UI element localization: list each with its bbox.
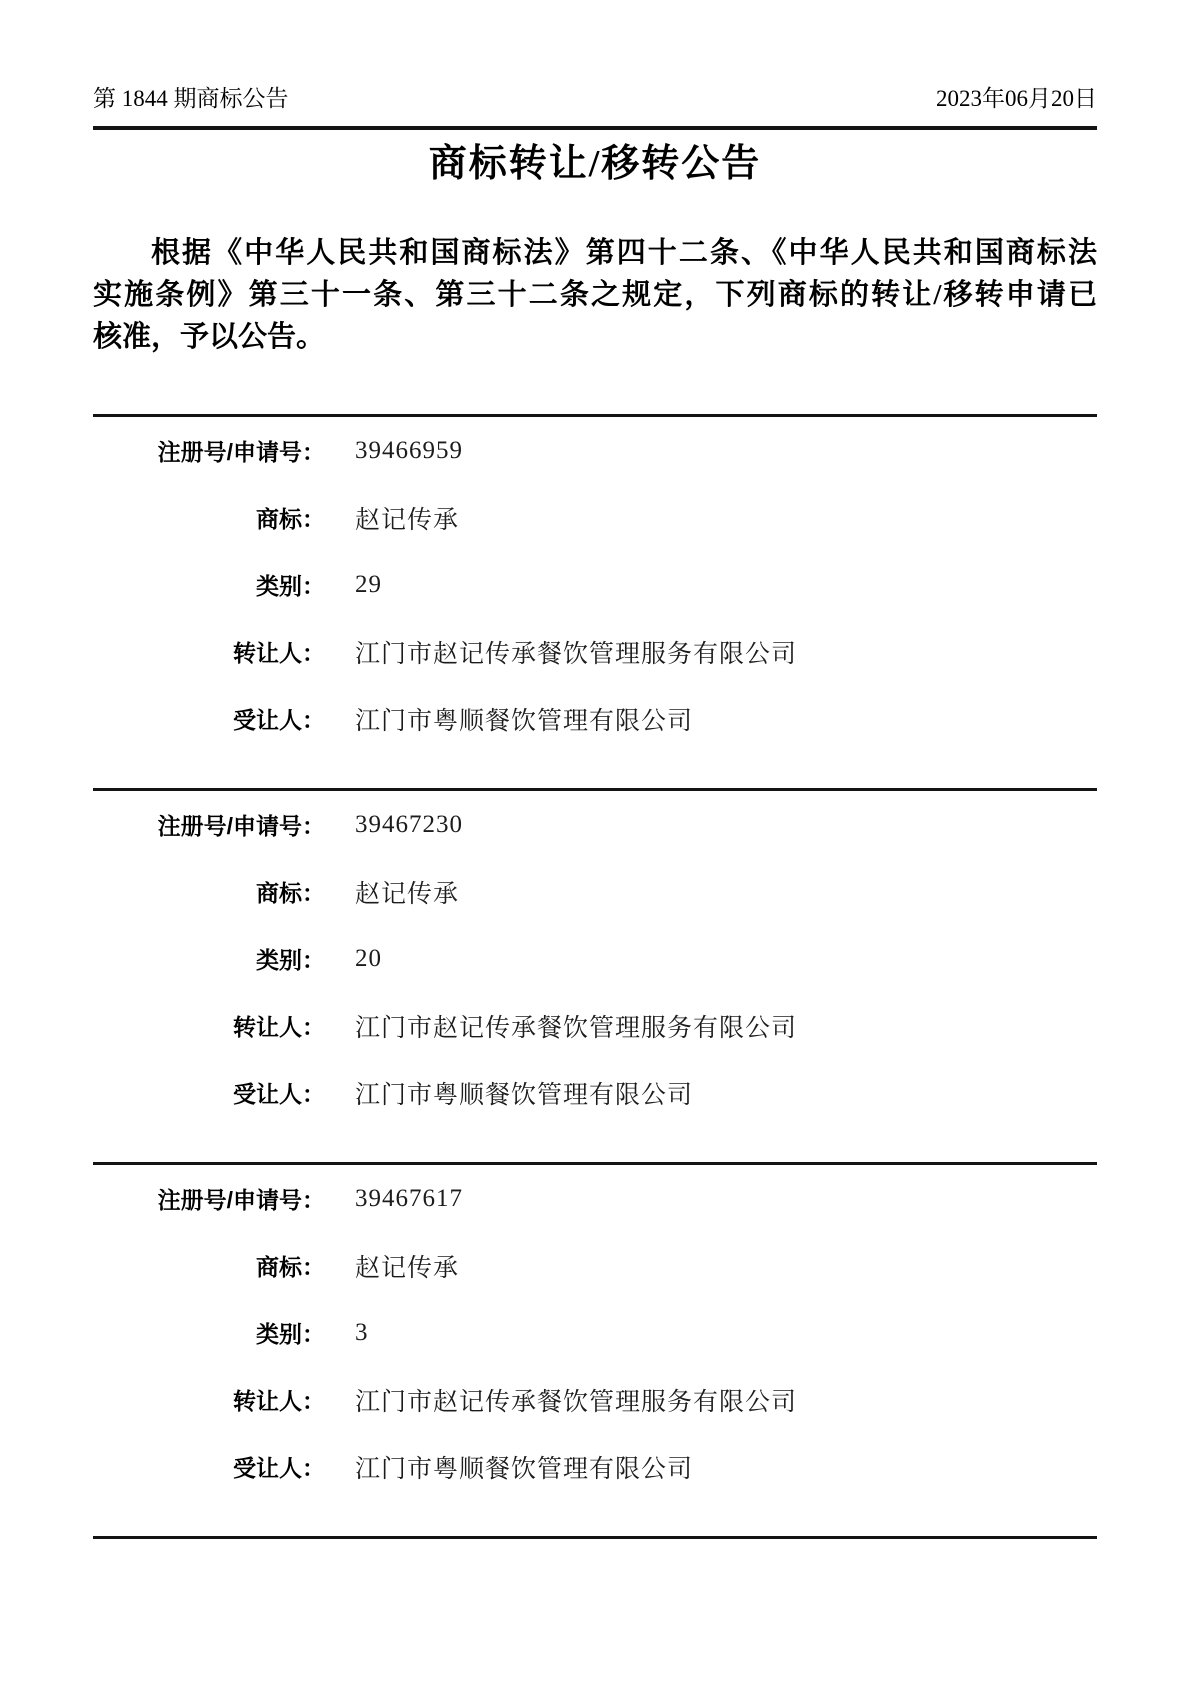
field-label: 商标： [256, 880, 325, 906]
field-value: 江门市赵记传承餐饮管理服务有限公司 [355, 1014, 798, 1042]
field-label: 注册号/申请号： [157, 1187, 325, 1213]
field-label: 类别： [256, 573, 325, 599]
intro-line: 核准，予以公告。 [93, 321, 326, 353]
field-value: 赵记传承 [355, 506, 460, 534]
intro-line: 根据《中华人民共和国商标法》第四十二条、《中华人民共和国商标法 [151, 237, 1097, 269]
field-value: 29 [355, 570, 382, 598]
field-value: 赵记传承 [355, 1254, 460, 1282]
record-row [93, 618, 1097, 685]
record-row [93, 484, 1097, 551]
trademark-record [93, 788, 1097, 1162]
field-label: 受让人： [233, 1081, 325, 1107]
page-title: 商标转让/移转公告 [428, 143, 762, 185]
records-list [93, 414, 1097, 1539]
field-label: 注册号/申请号： [157, 439, 325, 465]
gazette-date: 2023年06月20日 [936, 86, 1097, 111]
field-label: 转让人： [233, 1388, 325, 1414]
gazette-issue-label: 第 1844 期商标公告 [93, 86, 289, 111]
field-value: 江门市粤顺餐饮管理有限公司 [355, 1081, 694, 1109]
field-label: 类别： [256, 1321, 325, 1347]
record-row [93, 925, 1097, 992]
trademark-record [93, 1162, 1097, 1536]
record-row [93, 685, 1097, 752]
field-value: 江门市粤顺餐饮管理有限公司 [355, 1455, 694, 1483]
intro-paragraph [93, 232, 1097, 358]
record-row [93, 551, 1097, 618]
field-value: 3 [355, 1318, 369, 1346]
record-row [93, 1232, 1097, 1299]
record-row [93, 1366, 1097, 1433]
record-row [93, 1433, 1097, 1500]
field-value: 赵记传承 [355, 880, 460, 908]
field-value: 20 [355, 944, 382, 972]
field-label: 类别： [256, 947, 325, 973]
record-row [93, 1165, 1097, 1232]
field-value: 39467230 [355, 810, 463, 838]
field-value: 江门市粤顺餐饮管理有限公司 [355, 707, 694, 735]
field-value: 39467617 [355, 1184, 463, 1212]
field-value: 江门市赵记传承餐饮管理服务有限公司 [355, 640, 798, 668]
record-row [93, 1299, 1097, 1366]
intro-line: 实施条例》第三十一条、第三十二条之规定，下列商标的转让/移转申请已 [93, 279, 1097, 311]
page-header [93, 84, 1097, 114]
field-label: 转让人： [233, 1014, 325, 1040]
record-row [93, 1059, 1097, 1126]
record-row [93, 417, 1097, 484]
field-label: 注册号/申请号： [157, 813, 325, 839]
trademark-record [93, 414, 1097, 788]
record-row [93, 992, 1097, 1059]
record-row [93, 858, 1097, 925]
record-row [93, 791, 1097, 858]
field-label: 受让人： [233, 1455, 325, 1481]
field-label: 商标： [256, 506, 325, 532]
field-label: 商标： [256, 1254, 325, 1280]
field-value: 江门市赵记传承餐饮管理服务有限公司 [355, 1388, 798, 1416]
field-label: 转让人： [233, 640, 325, 666]
header-divider [93, 126, 1097, 130]
field-value: 39466959 [355, 436, 463, 464]
field-label: 受让人： [233, 707, 325, 733]
